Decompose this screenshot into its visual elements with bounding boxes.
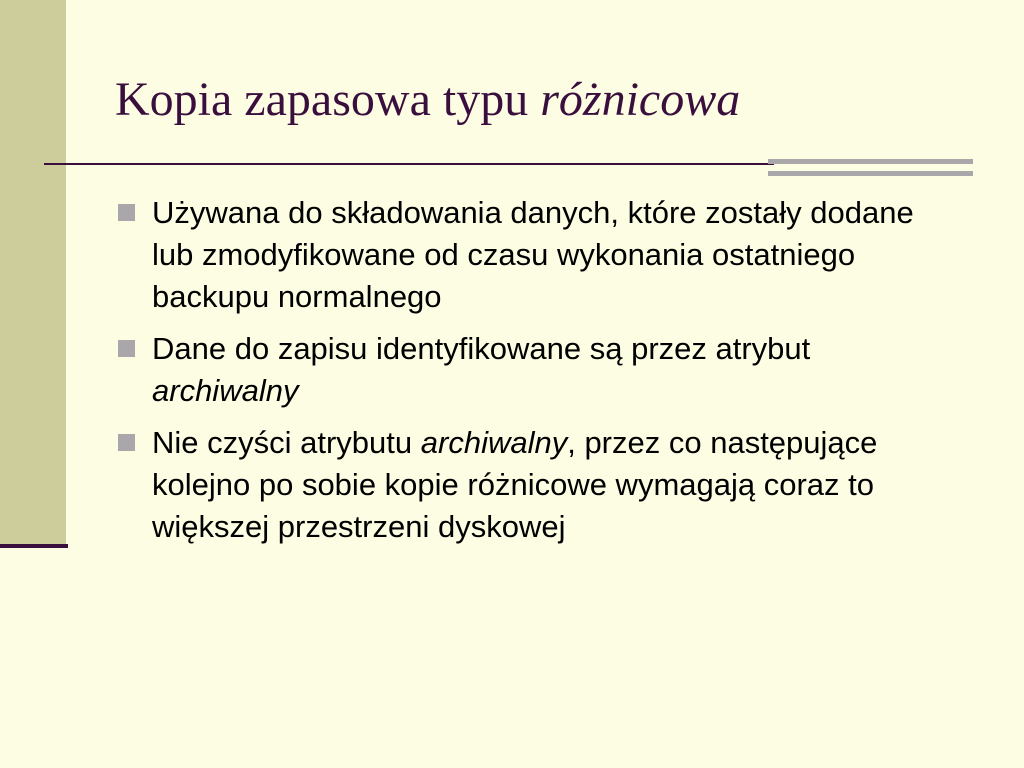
bullet-1-text: Używana do składowania danych, które zostały dodane lub zmodyfikowane od czasu wykonania ostatniego backupu normalnego — [152, 195, 914, 314]
square-bullet-icon — [118, 340, 135, 357]
left-side-band — [0, 0, 66, 546]
bullet-2-text: Dane do zapisu identyfikowane są przez atrybut — [152, 331, 811, 366]
square-bullet-icon — [118, 204, 135, 221]
bullet-3-text-start: Nie czyści atrybutu — [152, 425, 421, 460]
bullet-item-3 — [118, 422, 958, 548]
side-band-rule — [0, 544, 68, 548]
slide-title — [115, 70, 740, 130]
decorative-bar-top — [768, 159, 973, 164]
decorative-bar-bottom — [768, 171, 973, 176]
bullet-item-2 — [118, 328, 958, 412]
bullet-2-emphasis: archiwalny — [152, 373, 299, 408]
bullet-3-text-end: , przez co następujące kolejno po sobie kopie różnicowe wymagają coraz to większej przestrzeni dyskowej — [152, 425, 878, 544]
square-bullet-icon — [118, 434, 135, 451]
slide-title-text: Kopia zapasowa typu — [115, 73, 541, 126]
slide-title-emphasis: różnicowa — [540, 73, 741, 126]
bullet-3-emphasis: archiwalny — [420, 425, 568, 460]
bullet-item-1 — [118, 192, 958, 318]
bullet-list — [118, 192, 958, 558]
title-divider — [44, 163, 774, 165]
